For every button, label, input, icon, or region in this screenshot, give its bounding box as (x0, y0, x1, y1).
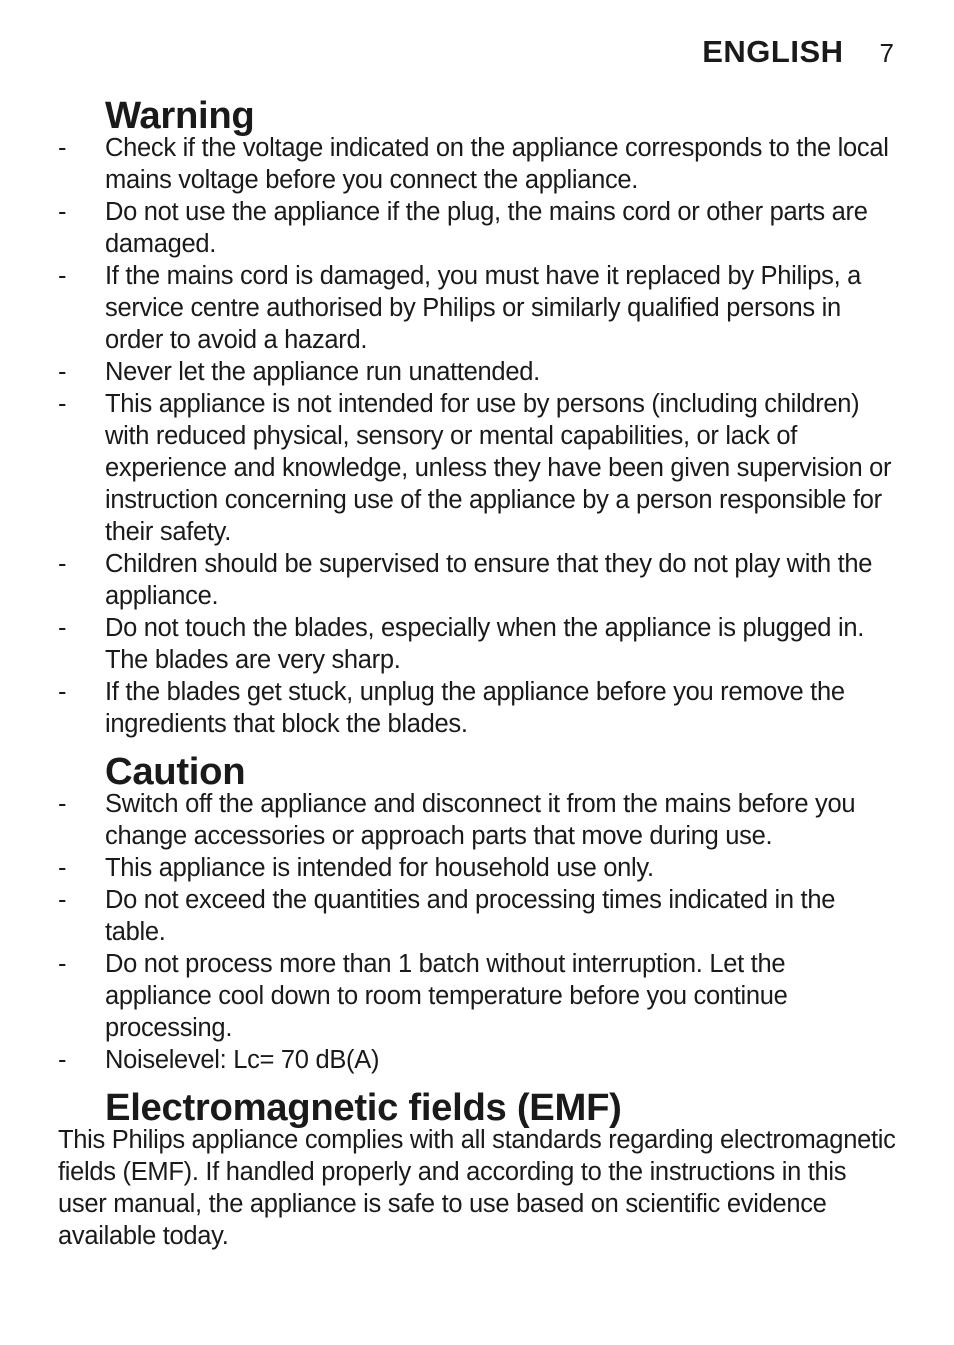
caution-item: - This appliance is intended for household use only. (58, 852, 898, 884)
warning-item: - If the mains cord is damaged, you must have it replaced by Philips, a service centre authorised by Philips or similarly qualified persons in order to avoid a hazard. (58, 260, 898, 356)
warning-item: - This appliance is not intended for use by persons (including children) with reduced physical, sensory or mental capabilities, or lack of experience and knowledge, unless they have been given supervision or instruction concerning use of the appliance by a person responsible for their safety. (58, 388, 898, 548)
caution-item: - Do not process more than 1 batch without interruption. Let the appliance cool down to room temperature before you continue processing. (58, 948, 898, 1044)
caution-heading: Caution (105, 750, 246, 793)
warning-item: - Children should be supervised to ensure that they do not play with the appliance. (58, 548, 898, 612)
warning-heading: Warning (105, 94, 255, 137)
warning-item: - Do not touch the blades, especially when the appliance is plugged in. The blades are very sharp. (58, 612, 898, 676)
caution-item: - Noiselevel: Lc= 70 dB(A) (58, 1044, 898, 1076)
warning-item: - If the blades get stuck, unplug the appliance before you remove the ingredients that block the blades. (58, 676, 898, 740)
page-content (58, 94, 898, 1252)
warning-item: - Never let the appliance run unattended. (58, 356, 898, 388)
warning-list (58, 132, 898, 740)
page-header (702, 34, 894, 70)
caution-item: - Do not exceed the quantities and processing times indicated in the table. (58, 884, 898, 948)
emf-paragraph: This Philips appliance complies with all standards regarding electromagnetic fields (EMF). If handled properly and according to the instructions in this user manual, the appliance is safe to use based on scientific evidence available today. (58, 1126, 896, 1250)
caution-list (58, 788, 898, 1076)
language-label: ENGLISH (702, 34, 844, 69)
caution-item: - Switch off the appliance and disconnect it from the mains before you change accessories or approach parts that move during use. (58, 788, 898, 852)
warning-item: - Check if the voltage indicated on the appliance corresponds to the local mains voltage before you connect the appliance. (58, 132, 898, 196)
emf-heading: Electromagnetic fields (EMF) (105, 1086, 622, 1129)
page-number: 7 (879, 38, 894, 68)
warning-item: - Do not use the appliance if the plug, the mains cord or other parts are damaged. (58, 196, 898, 260)
